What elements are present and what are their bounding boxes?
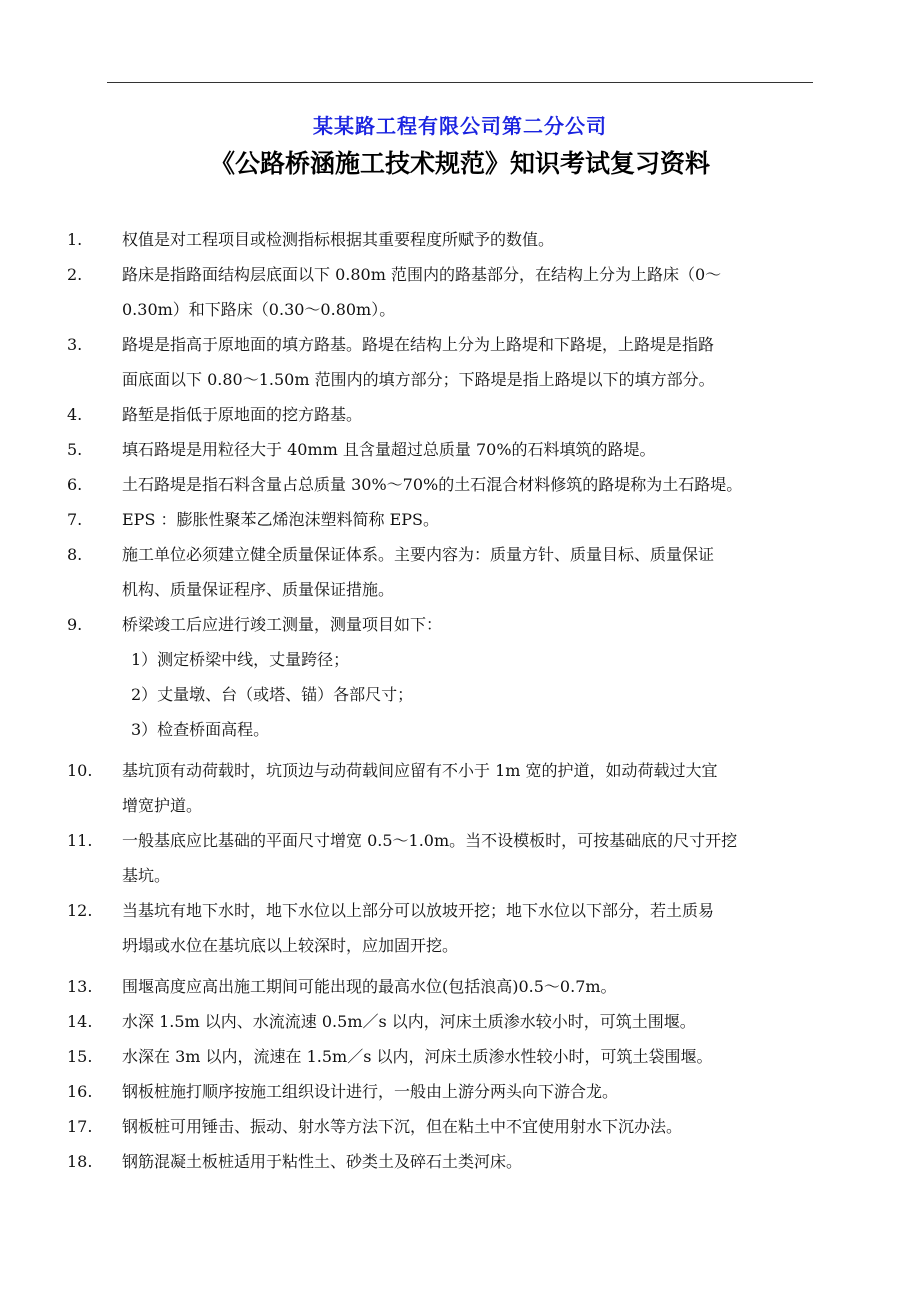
list-item: [0, 502, 920, 537]
list-item: [0, 1074, 920, 1109]
list-item: [0, 257, 920, 327]
header-rule: [107, 82, 813, 83]
list-item: [0, 607, 920, 642]
item-text: 水深在 3m 以内，流速在 1.5m／s 以内，河床土质渗水性较小时，可筑土袋围堰。: [122, 1047, 713, 1066]
item-text: 水深 1.5m 以内、水流流速 0.5m／s 以内，河床土质渗水较小时，可筑土围堰。: [122, 1012, 696, 1031]
item-number: 6.: [67, 475, 83, 494]
item-number: 10.: [67, 761, 93, 780]
item-number: 4.: [67, 405, 83, 424]
item-number: 1.: [67, 230, 83, 249]
sub-item: 2）丈量墩、台（或塔、锚）各部尺寸；: [131, 685, 414, 704]
item-text: 钢板桩可用锤击、振动、射水等方法下沉，但在粘土中不宜使用射水下沉办法。: [122, 1117, 683, 1136]
item-text: 权值是对工程项目或检测指标根据其重要程度所赋予的数值。: [122, 230, 555, 249]
list-item: [0, 467, 920, 502]
item-text: 钢筋混凝土板桩适用于粘性土、砂类土及碎石土类河床。: [122, 1152, 523, 1171]
item-number: 15.: [67, 1047, 93, 1066]
item-text: 路床是指路面结构层底面以下 0.80m 范围内的路基部分，在结构上分为上路床（0～ 0.30m）和下路床（0.30～0.80m）。: [122, 265, 722, 319]
item-text: 路堤是指高于原地面的填方路基。路堤在结构上分为上路堤和下路堤，上路堤是指路 面底面以下 0.80～1.50m 范围内的填方部分；下路堤是指上路堤以下的填方部分。: [122, 335, 715, 389]
list-item: [0, 1039, 920, 1074]
item-number: 9.: [67, 615, 83, 634]
list-item: [0, 893, 920, 963]
item-text: 钢板桩施打顺序按施工组织设计进行，一般由上游分两头向下游合龙。: [122, 1082, 619, 1101]
item-text: 当基坑有地下水时，地下水位以上部分可以放坡开挖；地下水位以下部分，若土质易 坍塌或水位在基坑底以上较深时，应加固开挖。: [122, 901, 715, 955]
document-title: 《公路桥涵施工技术规范》知识考试复习资料: [209, 149, 710, 178]
item-number: 17.: [67, 1117, 93, 1136]
item-number: 2.: [67, 265, 83, 284]
item-number: 18.: [67, 1152, 93, 1171]
item-text: 施工单位必须建立健全质量保证体系。主要内容为：质量方针、质量目标、质量保证 机构、质量保证程序、质量保证措施。: [122, 545, 715, 599]
item-text: 土石路堤是指石料含量占总质量 30%～70%的土石混合材料修筑的路堤称为土石路堤。: [122, 475, 743, 494]
sub-item: 3）检查桥面高程。: [131, 720, 270, 739]
list-item: [0, 397, 920, 432]
list-item: [0, 1144, 920, 1179]
item-number: 13.: [67, 977, 93, 996]
item-number: 8.: [67, 545, 83, 564]
item-number: 16.: [67, 1082, 93, 1101]
item-text: EPS ：膨胀性聚苯乙烯泡沫塑料简称 EPS。: [122, 510, 439, 529]
item-number: 12.: [67, 901, 93, 920]
item-text: 填石路堤是用粒径大于 40mm 且含量超过总质量 70%的石料填筑的路堤。: [122, 440, 656, 459]
item-text: 桥梁竣工后应进行竣工测量，测量项目如下：: [122, 615, 443, 634]
review-list: [0, 222, 920, 1179]
company-name: 某某路工程有限公司第二分公司: [313, 114, 607, 138]
item-text: 路堑是指低于原地面的挖方路基。: [122, 405, 363, 424]
sub-item: 1）测定桥梁中线，丈量跨径；: [131, 650, 350, 669]
item-text: 一般基底应比基础的平面尺寸增宽 0.5～1.0m。当不设模板时，可按基础底的尺寸开挖 基坑。: [122, 831, 738, 885]
item-text: 基坑顶有动荷载时，坑顶边与动荷载间应留有不小于 1m 宽的护道，如动荷载过大宜 增宽护道。: [122, 761, 718, 815]
list-item: [0, 1109, 920, 1144]
list-item: [0, 222, 920, 257]
list-item: [0, 327, 920, 397]
item-text: 围堰高度应高出施工期间可能出现的最高水位(包括浪高)0.5～0.7m。: [122, 977, 617, 996]
item-number: 3.: [67, 335, 83, 354]
list-item: [0, 823, 920, 893]
item-number: 11.: [67, 831, 93, 850]
item-number: 14.: [67, 1012, 93, 1031]
list-item: [0, 1004, 920, 1039]
list-item: [0, 969, 920, 1004]
item-number: 5.: [67, 440, 83, 459]
item-number: 7.: [67, 510, 83, 529]
list-item: [0, 753, 920, 823]
list-item: [0, 537, 920, 607]
list-item: [0, 432, 920, 467]
